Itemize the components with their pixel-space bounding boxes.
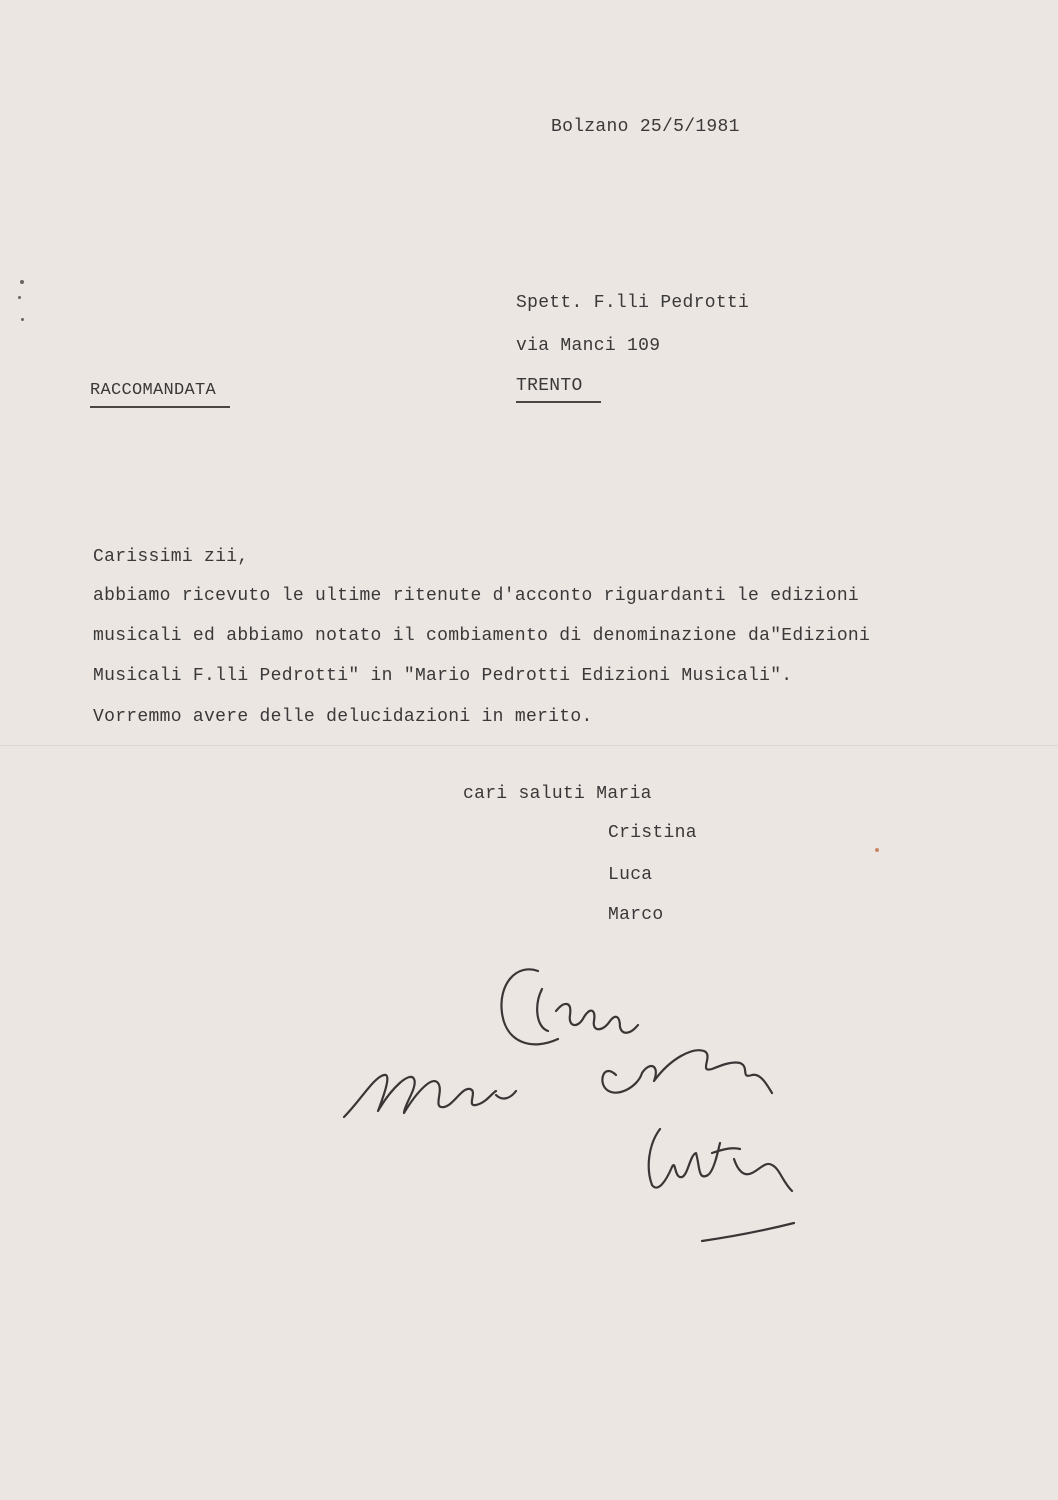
paper-stain	[875, 848, 879, 852]
body-line: Vorremmo avere delle delucidazioni in merito.	[93, 707, 593, 727]
body-line: Musicali F.lli Pedrotti" in "Mario Pedrotti Edizioni Musicali".	[93, 666, 793, 686]
delivery-note: RACCOMANDATA	[90, 380, 230, 408]
signature-marco	[649, 1129, 792, 1191]
body-line: abbiamo ricevuto le ultime ritenute d'acconto riguardanti le edizioni	[93, 586, 860, 606]
place-date: Bolzano 25/5/1981	[551, 117, 740, 137]
closing: cari saluti Maria	[463, 784, 652, 804]
handwritten-signatures	[320, 955, 820, 1255]
signature-luca	[602, 1050, 772, 1093]
salutation: Carissimi zii,	[93, 547, 249, 567]
signature-maria	[344, 1075, 516, 1117]
punch-hole-mark	[18, 296, 21, 299]
punch-hole-mark	[20, 280, 24, 284]
body-line: musicali ed abbiamo notato il combiamento di denominazione da"Edizioni	[93, 626, 871, 646]
punch-hole-mark	[21, 318, 24, 321]
signature-cristina	[501, 969, 638, 1044]
signer-name: Luca	[608, 865, 653, 885]
signer-name: Cristina	[608, 823, 697, 843]
recipient-name: Spett. F.lli Pedrotti	[516, 293, 750, 313]
signer-name: Marco	[608, 905, 664, 925]
recipient-address: via Manci 109	[516, 336, 661, 356]
paper-fold-line	[0, 745, 1058, 746]
recipient-city: TRENTO	[516, 375, 601, 403]
signature-underline	[702, 1223, 794, 1241]
